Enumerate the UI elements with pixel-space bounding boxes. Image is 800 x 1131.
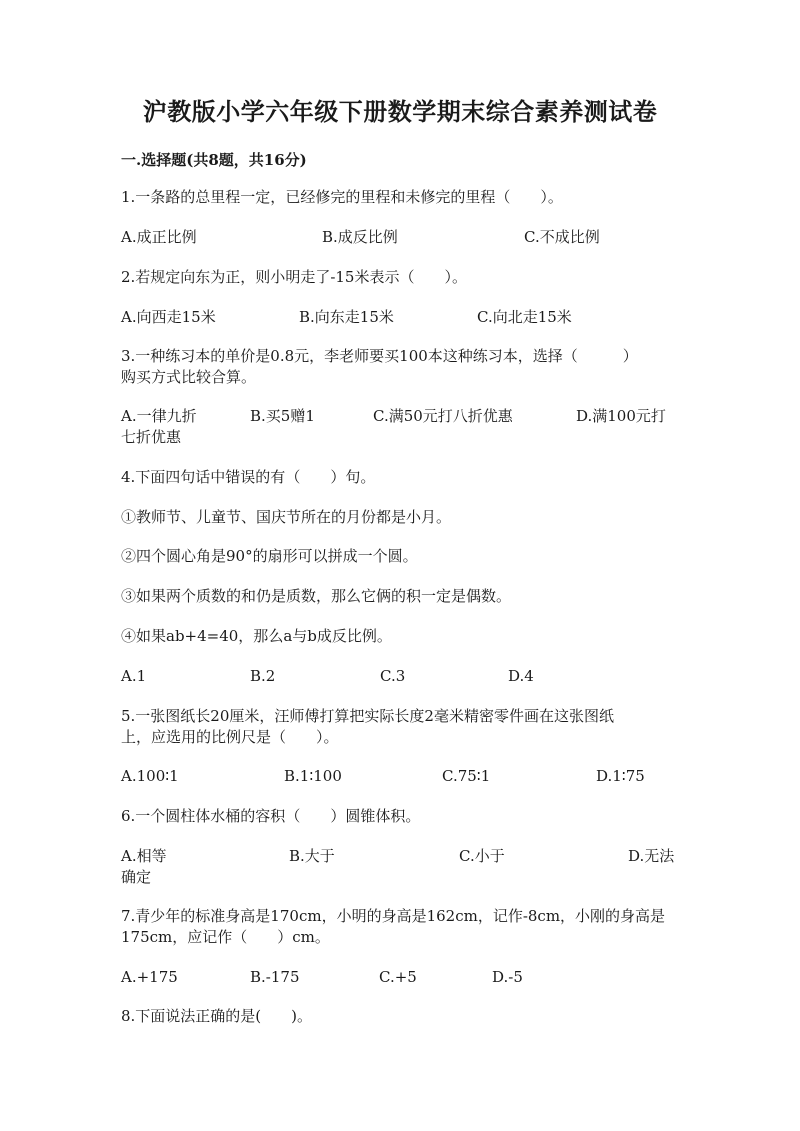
question-7-text-line-2: 175cm，应记作（ ）cm。 bbox=[121, 928, 330, 946]
page-title: 沪教版小学六年级下册数学期末综合素养测试卷 bbox=[142, 97, 658, 126]
question-3-text-line-2: 购买方式比较合算。 bbox=[121, 368, 257, 386]
question-7-option-b: B.-175 bbox=[250, 968, 300, 986]
question-3-option-a: A.一律九折 bbox=[121, 407, 197, 425]
question-4-text: 4.下面四句话中错误的有（ ）句。 bbox=[121, 468, 376, 486]
question-1-option-a: A.成正比例 bbox=[121, 228, 197, 246]
question-6-option-c: C.小于 bbox=[459, 847, 505, 865]
question-6-option-d-wrap: 确定 bbox=[121, 868, 152, 886]
question-5-option-b: B.1∶100 bbox=[284, 767, 342, 785]
question-4-option-c: C.3 bbox=[380, 667, 406, 685]
question-5-text-line-2: 上，应选用的比例尺是（ ）。 bbox=[121, 728, 339, 746]
question-5-option-c: C.75∶1 bbox=[442, 767, 491, 785]
question-5-text-line-1: 5.一张图纸长20厘米，汪师傅打算把实际长度2毫米精密零件画在这张图纸 bbox=[121, 707, 614, 725]
question-1-option-b: B.成反比例 bbox=[322, 228, 398, 246]
question-5-option-a: A.100∶1 bbox=[121, 767, 179, 785]
question-6-text: 6.一个圆柱体水桶的容积（ ）圆锥体积。 bbox=[121, 807, 421, 825]
question-6-option-d: D.无法 bbox=[628, 847, 675, 865]
question-4-statement-4: ④如果ab+4=40，那么a与b成反比例。 bbox=[121, 627, 392, 645]
section-heading: 一.选择题(共8题，共16分) bbox=[121, 151, 307, 169]
question-1-text: 1.一条路的总里程一定，已经修完的里程和未修完的里程（ ）。 bbox=[121, 188, 563, 206]
question-4-statement-2: ②四个圆心角是90°的扇形可以拼成一个圆。 bbox=[121, 547, 418, 565]
question-4-statement-3: ③如果两个质数的和仍是质数，那么它俩的积一定是偶数。 bbox=[121, 587, 512, 605]
question-4-statement-1: ①教师节、儿童节、国庆节所在的月份都是小月。 bbox=[121, 508, 452, 526]
question-8-text: 8.下面说法正确的是( )。 bbox=[121, 1007, 313, 1025]
question-5-option-d: D.1∶75 bbox=[596, 767, 645, 785]
question-3-option-b: B.买5赠1 bbox=[250, 407, 315, 425]
question-7-option-d: D.-5 bbox=[492, 968, 523, 986]
question-4-option-d: D.4 bbox=[508, 667, 534, 685]
question-7-option-a: A.+175 bbox=[121, 968, 178, 986]
question-3-option-c: C.满50元打八折优惠 bbox=[373, 407, 513, 425]
question-4-option-a: A.1 bbox=[121, 667, 147, 685]
question-2-option-c: C.向北走15米 bbox=[477, 308, 572, 326]
question-4-option-b: B.2 bbox=[250, 667, 276, 685]
question-2-option-a: A.向西走15米 bbox=[121, 308, 216, 326]
question-3-text-line-1: 3.一种练习本的单价是0.8元，李老师要买100本这种练习本，选择（ ） bbox=[121, 347, 638, 365]
question-3-option-d-wrap: 七折优惠 bbox=[121, 428, 182, 446]
question-2-option-b: B.向东走15米 bbox=[299, 308, 394, 326]
question-6-option-a: A.相等 bbox=[121, 847, 167, 865]
question-7-option-c: C.+5 bbox=[379, 968, 417, 986]
question-3-option-d: D.满100元打 bbox=[576, 407, 666, 425]
question-1-option-c: C.不成比例 bbox=[524, 228, 600, 246]
question-6-option-b: B.大于 bbox=[289, 847, 335, 865]
question-2-text: 2.若规定向东为正，则小明走了-15米表示（ ）。 bbox=[121, 268, 467, 286]
question-7-text-line-1: 7.青少年的标准身高是170cm，小明的身高是162cm，记作-8cm，小刚的身高是 bbox=[121, 907, 666, 925]
